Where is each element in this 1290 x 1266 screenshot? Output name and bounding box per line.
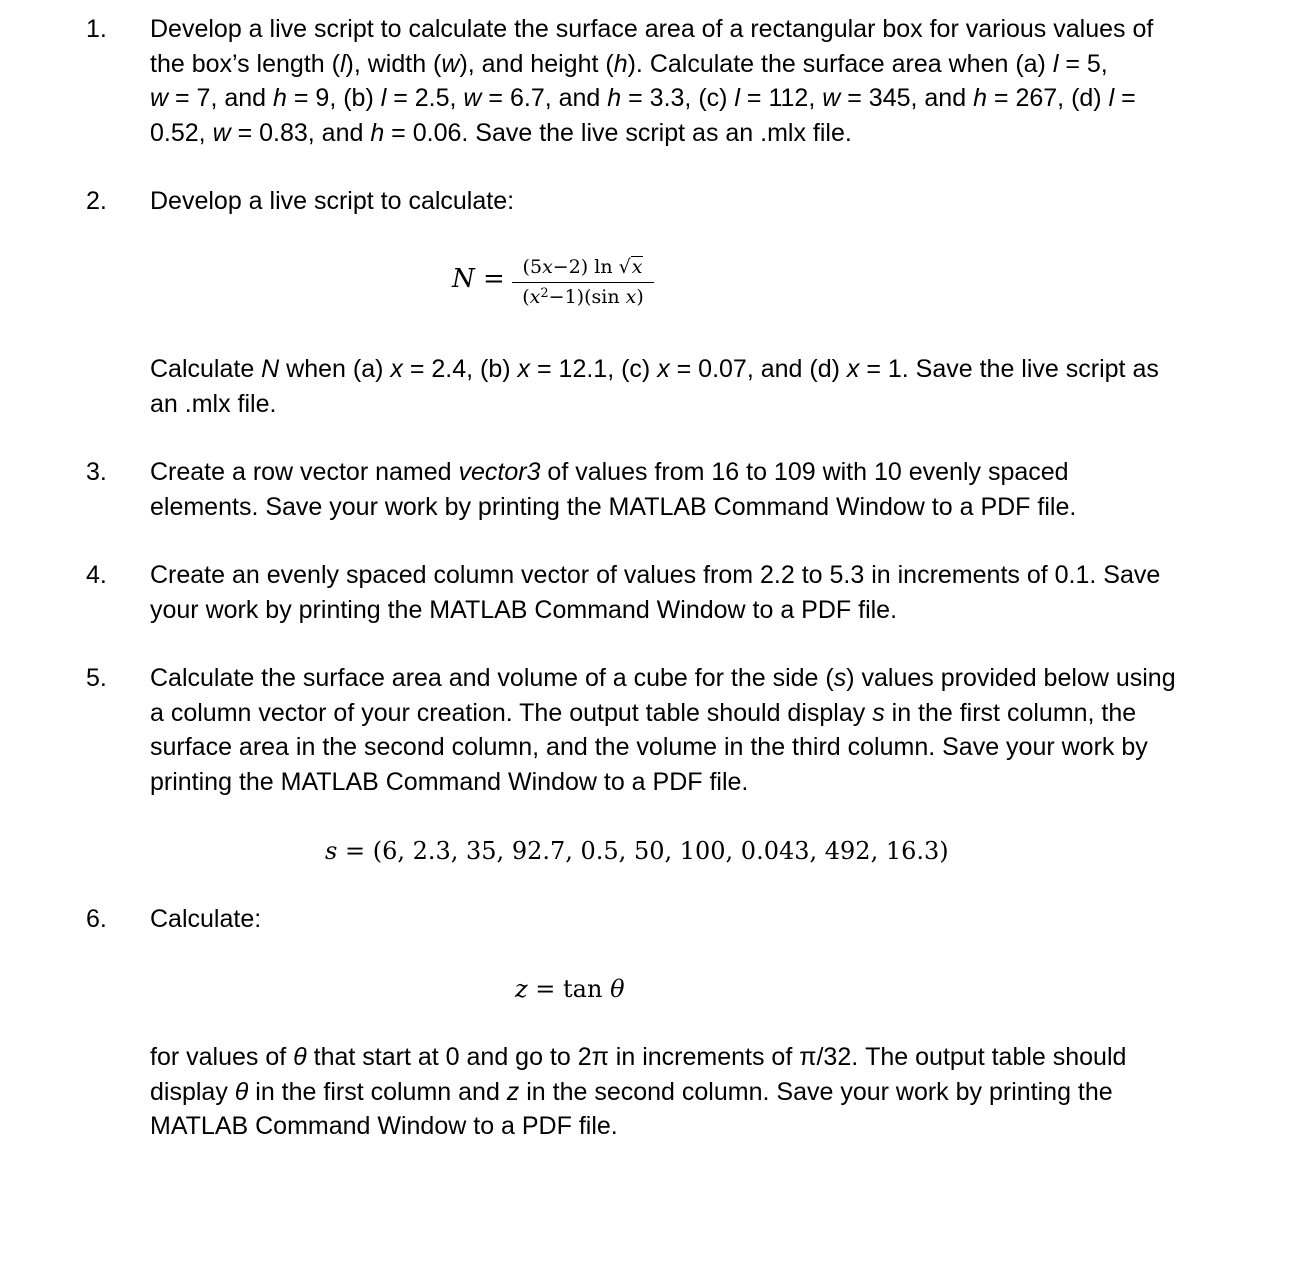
problem-6-line-1: for values of θ that start at 0 and go to 2π in increments of π/32. The output table should <box>150 1043 1127 1071</box>
problem-3-number: 3. <box>86 458 107 486</box>
problem-6-line-3: MATLAB Command Window to a PDF file. <box>150 1112 618 1140</box>
problem-4-line-1: Create an evenly spaced column vector of values from 2.2 to 5.3 in increments of 0.1. Save <box>150 561 1161 589</box>
problem-1-line-3: w = 7, and h = 9, (b) l = 2.5, w = 6.7, and h = 3.3, (c) l = 112, w = 345, and h = 267, (d) l = <box>150 84 1136 112</box>
problem-3-text <box>150 455 1230 524</box>
formula-n-fraction <box>512 254 654 310</box>
problem-2-number: 2. <box>86 187 107 215</box>
formula-z-tan: z = tan θ <box>515 975 625 1003</box>
problem-1-line-1: Develop a live script to calculate the surface area of a rectangular box for various values of <box>150 15 1154 43</box>
problem-2-line-2: an .mlx file. <box>150 389 277 418</box>
problem-1-text <box>150 12 1230 150</box>
problem-5-line-3: surface area in the second column, and the volume in the third column. Save your work by <box>150 733 1148 761</box>
problem-6-intro: Calculate: <box>150 905 262 933</box>
problem-5-line-2: a column vector of your creation. The output table should display s in the first column, the <box>150 698 1137 727</box>
problem-1-line-4: 0.52, w = 0.83, and h = 0.06. Save the live script as an .mlx file. <box>150 118 852 147</box>
problem-5-number: 5. <box>86 664 107 692</box>
problem-6-text <box>150 1040 1230 1144</box>
problem-4-line-2: your work by printing the MATLAB Command Window to a PDF file. <box>150 595 898 624</box>
problem-1-number: 1. <box>86 15 107 43</box>
formula-n-numerator: (5x−2) ln √x <box>522 256 643 278</box>
formula-n-denominator: $(x^2-1)(\sin$ x) <box>522 286 644 308</box>
problem-4-number: 4. <box>86 561 107 589</box>
formula-n-lhs: N = <box>452 264 505 294</box>
problem-3-line-2: elements. Save your work by printing the MATLAB Command Window to a PDF file. <box>150 492 1077 521</box>
formula-s-values: s = (6, 2.3, 35, 92.7, 0.5, 50, 100, 0.043, 492, 16.3) <box>325 837 949 865</box>
problem-5-line-1: Calculate the surface area and volume of a cube for the side (s) values provided below using <box>150 664 1176 692</box>
problem-1-line-2: the box’s length (l), width (w), and height (h). Calculate the surface area when (a) l = 5, <box>150 49 1108 78</box>
problem-5-text <box>150 661 1230 799</box>
problem-2-line-1: Calculate N when (a) x = 2.4, (b) x = 12.1, (c) x = 0.07, and (d) x = 1. Save the live script as <box>150 355 1159 383</box>
problem-6-number: 6. <box>86 905 107 933</box>
problem-2-text <box>150 352 1230 421</box>
problem-6-line-2: display θ in the first column and z in the second column. Save your work by printing the <box>150 1077 1113 1106</box>
problem-3-line-1: Create a row vector named vector3 of values from 16 to 109 with 10 evenly spaced <box>150 458 1069 486</box>
problem-5-line-4: printing the MATLAB Command Window to a PDF file. <box>150 767 749 796</box>
problem-4-text <box>150 558 1230 627</box>
problem-2-intro: Develop a live script to calculate: <box>150 187 515 215</box>
